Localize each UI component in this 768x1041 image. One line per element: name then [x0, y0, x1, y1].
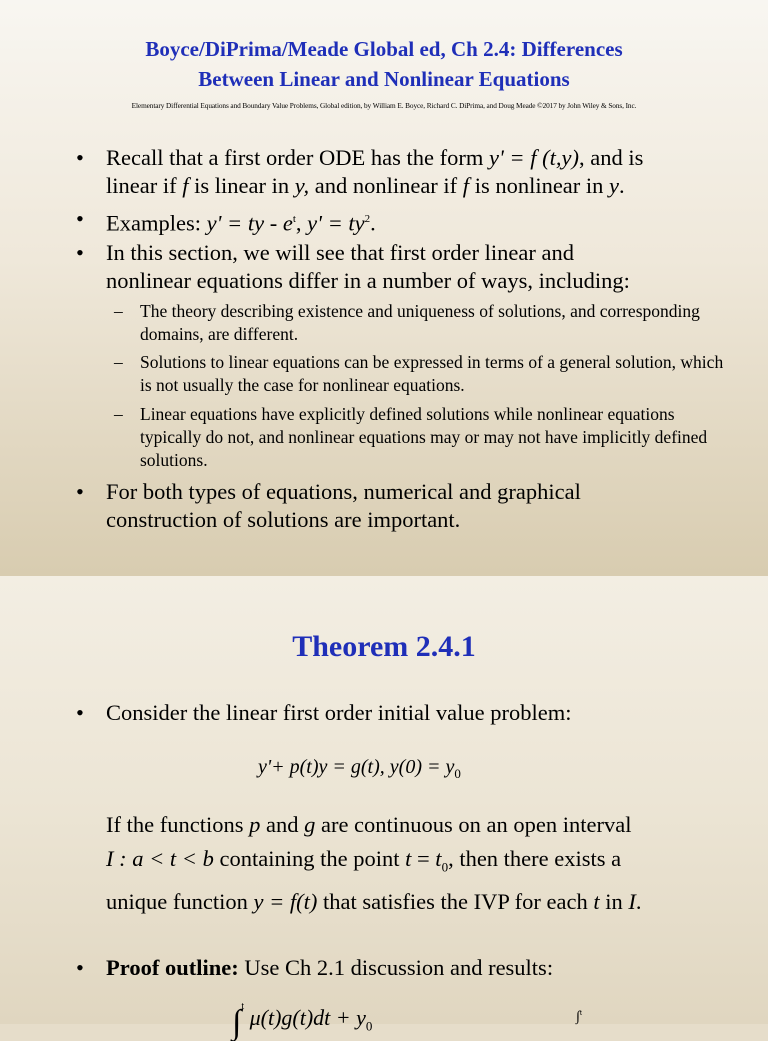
- integral-expression: [232, 996, 373, 1041]
- slide-2: [0, 576, 768, 1041]
- proof-text: Use Ch 2.1 discussion and results:: [238, 955, 554, 980]
- text-line: nonlinear equations differ in a number of ways, including:: [106, 268, 630, 293]
- text: containing the point: [213, 846, 406, 871]
- sub-bullet-general-solution: – Solutions to linear equations can be expressed in terms of a general solution, which is not usually the case for nonlinear equations.: [140, 351, 728, 397]
- solution-function: y = f(t): [253, 888, 318, 914]
- bullet-numerical: [106, 478, 740, 534]
- bullet-this-section: [106, 239, 740, 295]
- text: , and is: [578, 145, 644, 170]
- var-y: y,: [294, 173, 310, 198]
- title-line-1: Boyce/DiPrima/Meade Global ed, Ch 2.4: Differences: [145, 37, 623, 61]
- bullet-ode-form: [106, 144, 740, 200]
- statement-line-1: [106, 808, 740, 842]
- integral-upper-limit: t: [241, 1000, 245, 1012]
- example-2: y' = ty: [307, 210, 365, 236]
- bullet-proof-outline: [106, 954, 740, 982]
- text: Recall that a first order ODE has the form: [106, 145, 489, 170]
- slide-1-title: [0, 34, 768, 94]
- var-t: t: [593, 888, 600, 914]
- text: is linear in: [188, 173, 295, 198]
- text: that satisfies the IVP for each: [317, 888, 594, 914]
- ivp-equation: [258, 756, 461, 782]
- partial-expression: [576, 1008, 582, 1026]
- separator: ,: [295, 210, 308, 236]
- example-1: y' = ty: [206, 210, 265, 236]
- theorem-statement: [106, 808, 740, 919]
- ode-form: y' = f (t,y): [489, 145, 579, 170]
- var-f: f: [462, 173, 470, 198]
- var-f: f: [182, 173, 189, 198]
- examples-label: Examples:: [106, 210, 207, 236]
- integral-sign: ∫: [232, 1004, 242, 1041]
- text: , then there exists a: [448, 846, 622, 871]
- subscript: 0: [454, 766, 461, 781]
- var-t0: t: [435, 846, 442, 871]
- subscript: 0: [365, 1018, 373, 1034]
- var-t: t: [405, 846, 412, 871]
- statement-line-2: [106, 842, 740, 885]
- theorem-title: Theorem 2.4.1: [292, 630, 476, 663]
- bullet-examples: [106, 205, 740, 238]
- text: linear if: [106, 173, 183, 198]
- text: .: [619, 173, 625, 198]
- text: unique function: [106, 888, 254, 914]
- text: .: [635, 888, 642, 914]
- text: =: [411, 846, 436, 871]
- var-p: p: [249, 812, 261, 837]
- integral-text: μ(t)g(t)dt + y: [249, 1005, 366, 1030]
- text: is nonlinear in: [469, 173, 610, 198]
- text: are continuous on an open interval: [315, 812, 632, 837]
- title-line-2: Between Linear and Nonlinear Equations: [198, 67, 570, 91]
- var-I: I: [628, 888, 636, 914]
- text: If the functions: [106, 812, 250, 837]
- sub-bullet-explicit-solutions: – Linear equations have explicitly defined solutions while nonlinear equations typically do not, and nonlinear equations may or may not have implicitly defined solutions.: [140, 403, 728, 472]
- text: in: [599, 888, 629, 914]
- example-1-exp: - e: [264, 210, 293, 236]
- var-g: g: [304, 812, 316, 837]
- subscript: 0: [441, 859, 449, 875]
- ivp-text: y'+ p(t)y = g(t), y(0) = y: [258, 756, 455, 778]
- text-line: • In this section, we will see that first order linear and: [106, 240, 574, 265]
- integral-upper-limit: t: [579, 1008, 583, 1017]
- sub-bullet-theory: – The theory describing existence and uniqueness of solutions, and corresponding domains, are different.: [140, 300, 728, 346]
- statement-line-3: [106, 885, 740, 919]
- bullet-consider: • Consider the linear first order initial value problem:: [106, 699, 740, 727]
- text: and: [260, 812, 305, 837]
- text-line: construction of solutions are important.: [106, 507, 461, 532]
- citation-line: Elementary Differential Equations and Boundary Value Problems, Global edition, by William E. Boyce, Richard C. DiPrima, and Doug Meade ©2017 by John Wiley & Sons, Inc.: [131, 101, 637, 110]
- text-line: • For both types of equations, numerical and graphical: [106, 479, 581, 504]
- interval: I : a < t < b: [106, 846, 214, 871]
- exponent: 2: [364, 213, 371, 225]
- proof-label: Proof outline:: [106, 955, 239, 980]
- period: .: [370, 210, 376, 236]
- exponent: t: [292, 213, 296, 225]
- text: and nonlinear if: [309, 173, 463, 198]
- var-y: y: [609, 173, 620, 198]
- integral-sign: ∫: [576, 1009, 580, 1025]
